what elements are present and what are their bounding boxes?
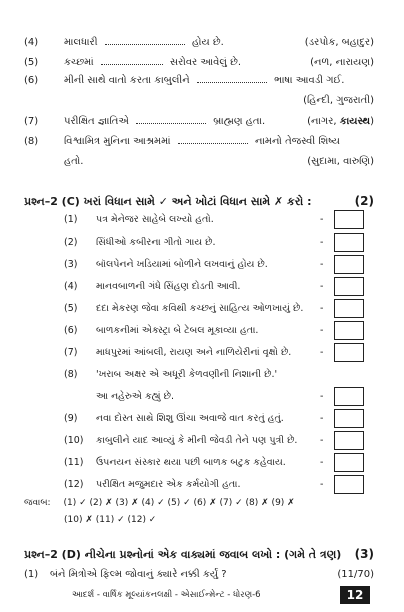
statement-row: (5) દદા મેકરણ જેવા કવિથી કચ્છનું સાહિત્ય ઓળખાયું છે. - [64,303,324,314]
options-hint: (નાગર, કાયસ્થ) [307,116,374,127]
options-hint: (ડરપોક, બહાદુર) [304,37,374,48]
statement-row: (8) 'ખરાબ અક્ષર એ અધૂરી કેળવણીની નિશાની છે.' [64,369,278,380]
statement-row: (4) માનવબાળની ગંધે સિંહણ દોડતી આવી. - [64,281,324,292]
answer-label: જવાબ: [24,498,51,508]
answers-line-2: (10) ✗ (11) ✓ (12) ✓ [64,515,157,525]
fill-item-text: પરીક્ષિત જ્ઞાતિએ બ્રાહ્મણ હતા. [64,116,266,127]
item-number: (5) [24,57,39,68]
statement-row: (6) બાળકનીમાં એક્સ્ટ્રા બે ટેબલ મૂકાવ્યા હતા. - [64,325,324,336]
blank-line [101,56,163,65]
page-footer [0,586,404,604]
answer-box[interactable] [334,387,364,406]
statement-row: (12) પરીક્ષિત મજુમદાર એક કર્મયોગી હતા. - [64,479,324,490]
answer-box[interactable] [334,431,364,450]
statement-row: (3) બૉલપેનને ખડિયામાં બોળીને લખવાનું હોય છે. - [64,259,324,270]
options-hint: (હિન્દી, ગુજરાતી) [303,95,374,106]
fill-item-text: માલધારી હોય છે. [64,37,224,48]
question-number: (1) [24,569,39,580]
options-hint: (નળ, નારાયણ) [310,57,374,68]
answer-box[interactable] [334,233,364,252]
statement-row: (9) નવા દોસ્ત સાથે શિશુ ઊંચા અવાજે વાત કરતું હતું. - [64,413,324,424]
item-number: (4) [24,37,39,48]
answer-box[interactable] [334,299,364,318]
fill-item-text: વિશ્વામિત્ર મુનિના આશ્રમમાં નામનો તેજસ્વી શિષ્ય [64,136,340,147]
answer-box[interactable] [334,343,364,362]
page-number: 12 [340,586,370,604]
statement-row: (11) ઉપનયન સંસ્કાર થયા પછી બાળક બટુક કહેવાય. - [64,457,324,468]
statement-row: (1) પત્ર મેનેજર સાહેબે લખ્યો હતો. - [64,214,324,225]
question-text: બંને મિત્રોએ ફિલ્મ જોવાનું ક્યારે નક્કી કર્યું ? [50,569,227,580]
answer-box[interactable] [334,210,364,229]
item-number: (8) [24,136,39,147]
answer-key [24,497,295,510]
section-c-marks: (2) [354,194,374,208]
section-c-title: પ્રશ્ન–2 (C) ખરાં વિધાન સામે ✓ અને ખોટાં વિધાન સામે ✗ કરો : (2) [24,194,374,208]
fill-item-continuation: હતો. [64,156,84,167]
blank-line [197,74,267,83]
answer-box[interactable] [334,277,364,296]
blank-line [178,135,248,144]
fill-item-text: મીની સાથે વાતો કરતા કાબુલીને ભાષા આવડી ગઈ. [64,75,345,86]
statement-row: (2) સિંધીઓ કબીરના ગીતો ગાય છે. - [64,237,324,248]
blank-line [136,115,206,124]
blank-line [105,36,185,45]
section-d-marks: (3) [354,547,374,561]
statement-row: (7) માધપુરમાં આંબલી, રાયણ અને નાળિયેરીનાં વૃક્ષો છે. - [64,347,324,358]
question-reference: (11/70) [337,569,374,580]
fill-item-text: કચ્છમાં સરોવર આવેલું છે. [64,57,241,68]
item-number: (6) [24,75,39,86]
answers-line-1: (1) ✓ (2) ✗ (3) ✗ (4) ✓ (5) ✓ (6) ✗ (7) ✓ (8) ✗ (9) ✗ [63,498,295,508]
section-d-title: પ્રશ્ન–2 (D) નીચેના પ્રશ્નોનાં એક વાક્યમાં જવાબ લખો : (ગમે તે ત્રણ) (3) [24,547,374,561]
answer-box[interactable] [334,321,364,340]
footer-text: આદર્શ - વાર્ષિક મૂલ્યાંકનલક્ષી - એસાઈન્મેન્ટ - ધોરણ-6 [72,590,261,600]
statement-row: (10) કાબુલીને યાદ આવ્યું કે મીની જેવડી તેને પણ પુત્રી છે. - [64,435,324,446]
answer-box[interactable] [334,409,364,428]
answer-box[interactable] [334,255,364,274]
answer-box[interactable] [334,475,364,494]
answer-box[interactable] [334,453,364,472]
statement-row-continuation: આ નહેરુએ કહ્યું છે. - [96,391,324,402]
item-number: (7) [24,116,39,127]
options-hint: (સુદામા, વારુણિ) [307,156,374,167]
